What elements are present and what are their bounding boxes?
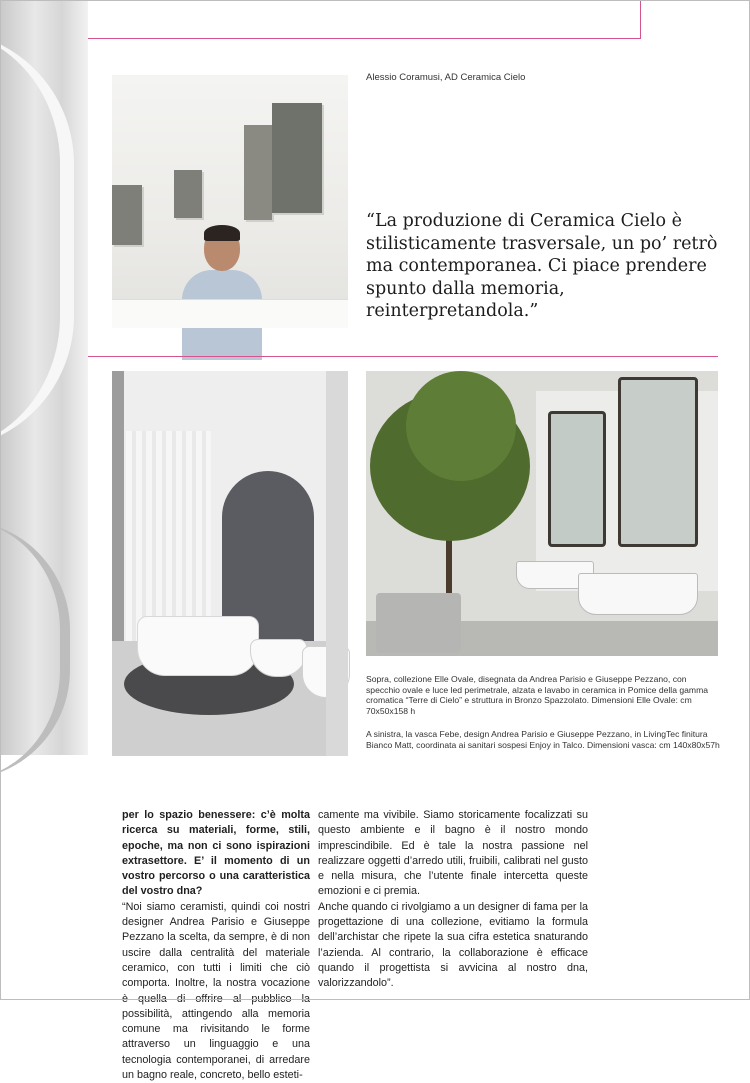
washbasin: [578, 573, 698, 615]
interview-question: per lo spazio benessere: c’è molta ricerca su materiali, forme, stili, epoche, ma non ci sono ispirazioni extrasettore. E’ il momento di un vostro percorso o una caratteristica del vostro dna?: [122, 809, 310, 898]
interview-answer: “Noi siamo ceramisti, quindi coi nostri designer Andrea Parisio e Giuseppe Pezzano la scelta, da sempre, è di non uscire dalla centralità del materiale ceramico, con tutti i limiti che ciò comporta. Inoltre, la nostra vocazione è quella di offrire al pubblico la possibilità, attingendo alla memoria comune ma rivisitando le forme attraverso un linguaggio e una tecnologia contemporanei, di arredare un bagno reale, concreto, bello esteti-: [122, 900, 310, 1082]
portrait-photo: [112, 75, 348, 327]
interview-answer: camente ma vivibile. Siamo storicamente focalizzati su questo ambiente e il bagno è il nostro mondo imprescindibile. Ed è tale la nostra passione nel realizzare oggetti d’arredo utili, fruibili, calibrati nel gusto e nella misura, che l’utente finale intercetta queste emozioni e ci premia.: [318, 809, 588, 898]
person-hair: [204, 225, 240, 241]
mirror: [618, 377, 698, 547]
artwork: [174, 170, 202, 218]
caption-left: A sinistra, la vasca Febe, design Andrea Parisio e Giuseppe Pezzano, in LivingTec finitura Bianco Matt, coordinata ai sanitari sospesi Enjoy in Talco. Dimensioni vasca: cm 140x80x57h: [366, 729, 720, 750]
top-frame-line: [88, 0, 641, 39]
text-column-2: [318, 808, 588, 992]
counter-surface: [112, 299, 348, 328]
tree-foliage: [406, 371, 516, 481]
artwork: [244, 125, 272, 220]
decorative-side-photo: [0, 0, 88, 755]
planter: [376, 593, 461, 653]
decorative-arc: [0, 520, 70, 780]
artwork: [112, 185, 142, 245]
mirror: [548, 411, 606, 547]
interview-answer: Anche quando ci rivolgiamo a un designer di fama per la progettazione di una collezione, evitiamo la formula dell’archistar che ripete la sua cifra estetica snaturando l’azienda. Al contrario, la collaborazione è efficace quando il progettista si avvicina al nostro dna, valorizzandolo”.: [318, 900, 588, 990]
decorative-arc: [0, 30, 74, 450]
bathtub-photo: [112, 371, 348, 756]
text-column-1: [122, 808, 310, 1083]
divider-line: [88, 356, 718, 357]
wall-edge: [326, 371, 348, 756]
vanity-photo: [366, 371, 718, 656]
bathtub: [137, 616, 259, 676]
artwork: [272, 103, 322, 213]
caption-above: Sopra, collezione Elle Ovale, disegnata da Andrea Parisio e Giuseppe Pezzano, con specchio ovale e luce led perimetrale, alzata e lavabo in ceramica in Pomice della gamma cromatica “Terre di Cielo” e struttura in Bronzo Spazzolato. Dimensioni Elle Ovale: cm 70x50x158 h: [366, 674, 709, 716]
pull-quote: “La produzione di Ceramica Cielo è stilisticamente trasversale, un po’ retrò ma contemporanea. Ci piace prendere spunto dalla memoria, reinterpretandola.”: [366, 211, 718, 321]
portrait-caption: Alessio Coramusi, AD Ceramica Cielo: [366, 72, 526, 83]
